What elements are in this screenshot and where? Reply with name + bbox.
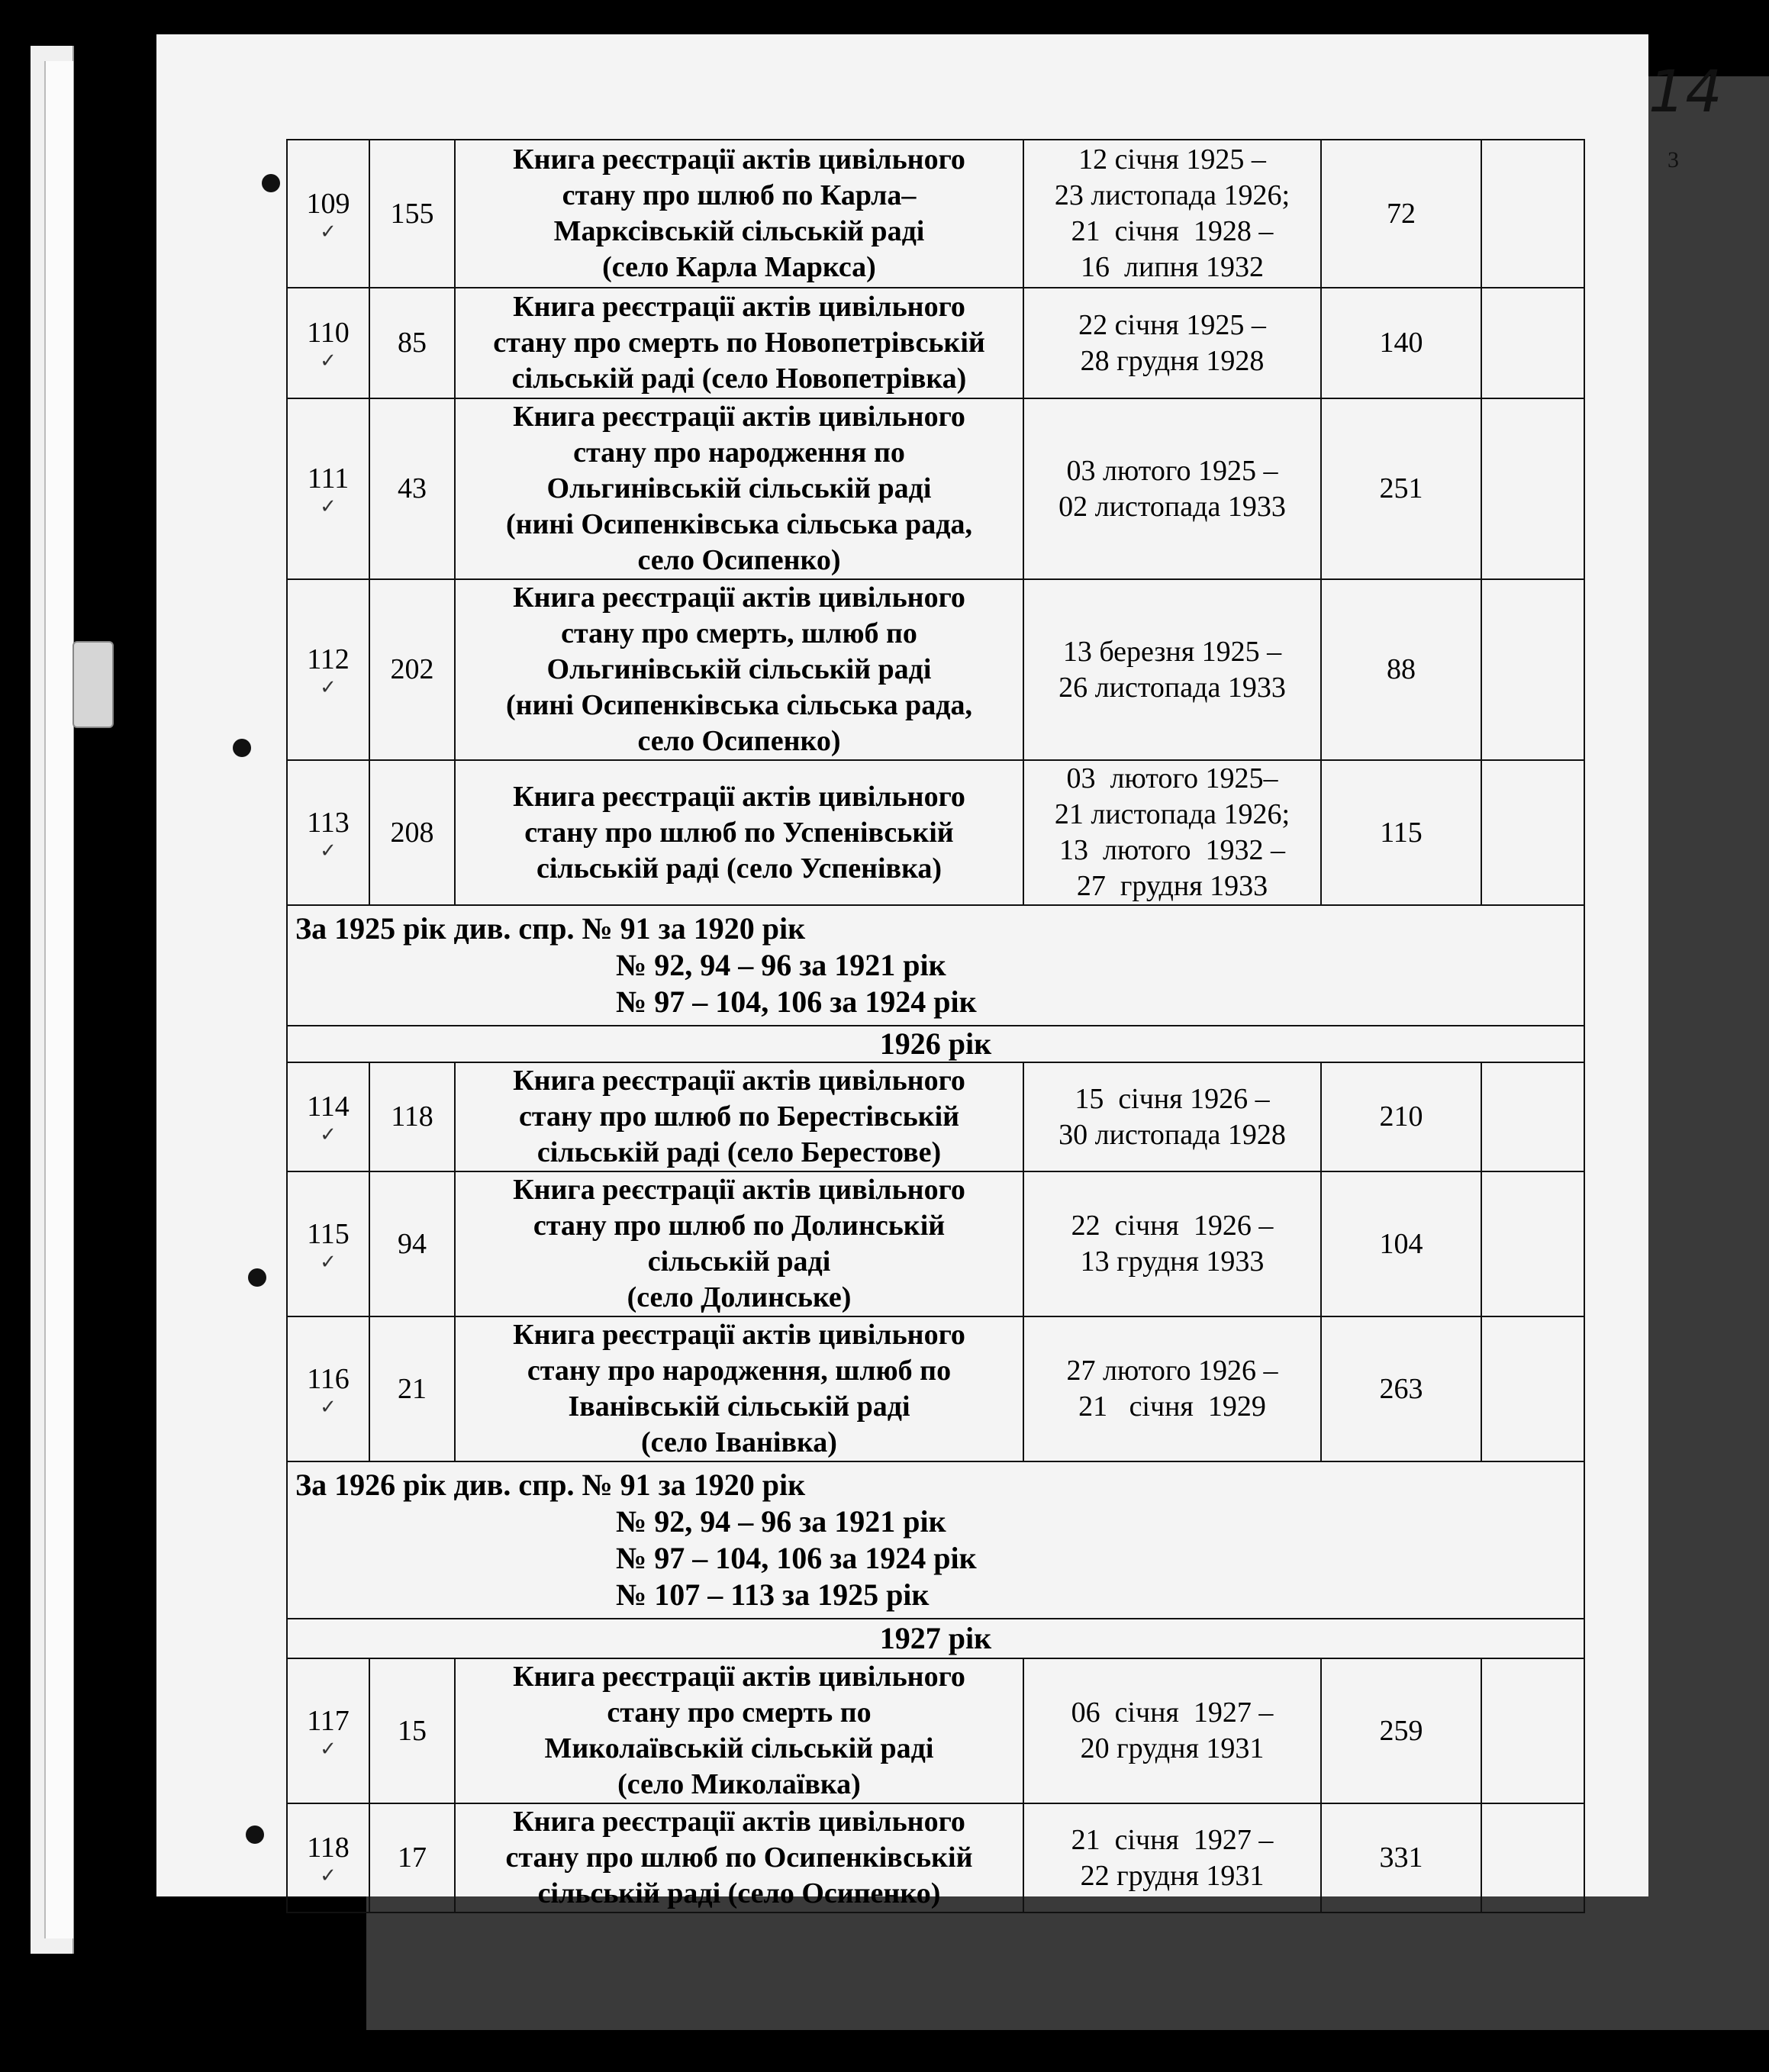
description-line: стану про смерть по Новопетрівській [493, 327, 985, 359]
description-cell [455, 1316, 1023, 1461]
item-number: 114 [307, 1091, 350, 1123]
description-line: Марксівській сільській раді [553, 215, 925, 247]
inventory-table [286, 139, 1585, 1913]
dates-cell [1023, 1171, 1321, 1316]
description-line: стану про смерть, шлюб по [561, 617, 917, 649]
old-number-cell: 21 [369, 1316, 455, 1461]
item-number-cell [287, 398, 369, 579]
item-number-cell [287, 1803, 369, 1912]
description-line: Книга реєстрації актів цивільного [513, 1319, 965, 1351]
date-line: 13 лютого 1932 – [1058, 834, 1286, 866]
check-mark-icon: ✓ [320, 220, 337, 243]
reference-note-line: № 92, 94 – 96 за 1921 рік [616, 948, 946, 982]
remarks-cell [1481, 579, 1584, 760]
check-mark-icon: ✓ [320, 676, 337, 699]
date-line: 16 липня 1932 [1081, 251, 1264, 283]
item-number-cell [287, 760, 369, 905]
date-line: 21 листопада 1926; [1054, 798, 1290, 830]
date-line: 15 січня 1926 – [1075, 1082, 1270, 1115]
old-number-cell: 208 [369, 760, 455, 905]
description-line: стану про шлюб по Берестівській [518, 1100, 960, 1133]
date-line: 21 січня 1927 – [1071, 1823, 1274, 1856]
check-mark-icon: ✓ [320, 1250, 337, 1274]
description-line: (село Іванівка) [641, 1426, 837, 1458]
item-number: 112 [307, 643, 350, 675]
date-line: 28 грудня 1928 [1080, 344, 1265, 377]
table-row [287, 140, 1584, 288]
date-line: 26 листопада 1933 [1058, 671, 1286, 704]
description-line: сільській раді [647, 1245, 831, 1278]
date-line: 22 січня 1925 – [1078, 308, 1266, 341]
date-line: 21 січня 1928 – [1071, 215, 1274, 247]
old-number-cell: 85 [369, 288, 455, 398]
check-mark-icon: ✓ [320, 350, 337, 372]
year-header: 1927 рік [287, 1619, 1584, 1658]
date-line: 03 лютого 1925– [1066, 762, 1278, 794]
sheet-count-cell: 115 [1321, 760, 1481, 905]
sheet-count-cell: 263 [1321, 1316, 1481, 1461]
reference-note-row [287, 1461, 1584, 1619]
table-row [287, 288, 1584, 398]
sheet-count-cell: 210 [1321, 1062, 1481, 1171]
remarks-cell [1481, 288, 1584, 398]
item-number: 118 [307, 1832, 350, 1864]
item-number-cell [287, 1316, 369, 1461]
description-line: (нині Осипенківська сільська рада, [505, 508, 973, 540]
date-line: 21 січня 1929 [1078, 1390, 1266, 1423]
date-line: 22 грудня 1931 [1080, 1859, 1265, 1892]
description-line: стану про шлюб по Карла– [562, 179, 917, 211]
description-line: (село Миколаївка) [617, 1768, 861, 1800]
description-line: сільській раді (село Новопетрівка) [511, 363, 967, 395]
punch-hole [233, 739, 251, 757]
check-mark-icon: ✓ [320, 1737, 337, 1761]
item-number: 117 [307, 1704, 350, 1737]
dates-cell [1023, 1062, 1321, 1171]
description-line: Книга реєстрації актів цивільного [513, 291, 965, 323]
description-line: село Осипенко) [637, 725, 841, 757]
description-line: стану про народження, шлюб по [527, 1355, 952, 1387]
reference-note [287, 1461, 1584, 1619]
underlying-sheet-edge-inner [44, 61, 73, 1938]
sheet-count-cell: 72 [1321, 140, 1481, 288]
description-cell [455, 760, 1023, 905]
table-row [287, 1062, 1584, 1171]
remarks-cell [1481, 1062, 1584, 1171]
item-number: 111 [307, 462, 350, 495]
dates-cell [1023, 1803, 1321, 1912]
description-cell [455, 288, 1023, 398]
sheet-count-cell: 331 [1321, 1803, 1481, 1912]
item-number: 115 [307, 1217, 350, 1250]
item-number-cell [287, 1062, 369, 1171]
description-line: Книга реєстрації актів цивільного [513, 143, 965, 176]
sheet-count-cell: 251 [1321, 398, 1481, 579]
date-line: 12 січня 1925 – [1078, 143, 1266, 176]
description-line: Книга реєстрації актів цивільного [513, 401, 965, 433]
date-line: 20 грудня 1931 [1080, 1732, 1265, 1764]
dates-cell [1023, 288, 1321, 398]
check-mark-icon: ✓ [320, 1123, 337, 1146]
description-line: сільській раді (село Успенівка) [536, 852, 942, 885]
date-line: 13 грудня 1933 [1080, 1245, 1265, 1278]
punch-hole [246, 1825, 264, 1844]
item-number: 110 [307, 317, 350, 349]
item-number: 113 [307, 806, 350, 839]
description-line: (нині Осипенківська сільська рада, [505, 689, 973, 721]
remarks-cell [1481, 1316, 1584, 1461]
sheet-count-cell: 88 [1321, 579, 1481, 760]
old-number-cell: 17 [369, 1803, 455, 1912]
reference-note-line: № 107 – 113 за 1925 рік [616, 1577, 930, 1612]
description-cell [455, 579, 1023, 760]
page-number: 3 [1668, 147, 1679, 172]
punch-hole [248, 1268, 266, 1287]
dates-cell [1023, 140, 1321, 288]
remarks-cell [1481, 1171, 1584, 1316]
reference-note [287, 905, 1584, 1026]
description-line: Книга реєстрації актів цивільного [513, 1661, 965, 1693]
description-cell [455, 1658, 1023, 1803]
check-mark-icon: ✓ [320, 839, 337, 862]
date-line: 27 лютого 1926 – [1066, 1355, 1278, 1387]
old-number-cell: 118 [369, 1062, 455, 1171]
description-line: стану про шлюб по Успенівській [524, 816, 954, 849]
date-line: 13 березня 1925 – [1062, 635, 1282, 668]
date-line: 30 листопада 1928 [1058, 1118, 1286, 1151]
description-line: сільській раді (село Берестове) [536, 1136, 942, 1168]
date-line: 27 грудня 1933 [1076, 870, 1268, 902]
folio-number: 14 [1648, 57, 1722, 125]
description-line: Миколаївській сільській раді [544, 1732, 934, 1764]
reference-note-line: № 97 – 104, 106 за 1924 рік [616, 1541, 977, 1575]
remarks-cell [1481, 760, 1584, 905]
description-cell [455, 140, 1023, 288]
check-mark-icon: ✓ [320, 495, 337, 518]
torn-paper-fragment [72, 641, 114, 728]
date-line: 02 листопада 1933 [1058, 490, 1286, 523]
description-line: (село Долинське) [627, 1281, 852, 1313]
description-line: стану про народження по [573, 437, 905, 469]
old-number-cell: 202 [369, 579, 455, 760]
reference-note-line: За 1926 рік див. спр. № 91 за 1920 рік [295, 1468, 806, 1502]
sheet-count-cell: 259 [1321, 1658, 1481, 1803]
description-line: стану про шлюб по Долинській [533, 1210, 946, 1242]
description-line: стану про шлюб по Осипенківській [505, 1842, 973, 1874]
dates-cell [1023, 579, 1321, 760]
table-row [287, 1803, 1584, 1912]
dates-cell [1023, 1658, 1321, 1803]
year-header: 1926 рік [287, 1026, 1584, 1062]
old-number-cell: 15 [369, 1658, 455, 1803]
description-cell [455, 1803, 1023, 1912]
table-row [287, 1658, 1584, 1803]
description-line: Ольгинівській сільській раді [546, 472, 932, 504]
table-row [287, 1171, 1584, 1316]
dates-cell [1023, 398, 1321, 579]
item-number-cell [287, 140, 369, 288]
table-row [287, 1316, 1584, 1461]
reference-note-row [287, 905, 1584, 1026]
remarks-cell [1481, 398, 1584, 579]
old-number-cell: 43 [369, 398, 455, 579]
date-line: 23 листопада 1926; [1054, 179, 1290, 211]
description-line: Ольгинівській сільській раді [546, 653, 932, 685]
description-line: Книга реєстрації актів цивільного [513, 1065, 965, 1097]
date-line: 06 січня 1927 – [1071, 1697, 1274, 1729]
item-number-cell [287, 1171, 369, 1316]
description-line: (село Карла Маркса) [602, 251, 876, 283]
description-line: Книга реєстрації актів цивільного [513, 582, 965, 614]
dates-cell [1023, 760, 1321, 905]
table-row [287, 398, 1584, 579]
description-cell [455, 398, 1023, 579]
item-number-cell [287, 579, 369, 760]
item-number-cell [287, 1658, 369, 1803]
sheet-count-cell: 140 [1321, 288, 1481, 398]
check-mark-icon: ✓ [320, 1864, 337, 1887]
description-line: сільській раді (село Осипенко) [537, 1877, 941, 1909]
old-number-cell: 155 [369, 140, 455, 288]
year-header-row [287, 1026, 1584, 1062]
description-cell [455, 1171, 1023, 1316]
description-line: село Осипенко) [637, 544, 841, 576]
date-line: 22 січня 1926 – [1071, 1210, 1274, 1242]
reference-note-line: № 92, 94 – 96 за 1921 рік [616, 1504, 946, 1539]
old-number-cell: 94 [369, 1171, 455, 1316]
description-line: Книга реєстрації актів цивільного [513, 780, 965, 813]
item-number-cell [287, 288, 369, 398]
dates-cell [1023, 1316, 1321, 1461]
item-number: 109 [306, 187, 350, 220]
description-line: стану про смерть по [607, 1697, 872, 1729]
reference-note-line: № 97 – 104, 106 за 1924 рік [616, 984, 977, 1019]
date-line: 03 лютого 1925 – [1066, 454, 1278, 487]
table-row [287, 579, 1584, 760]
check-mark-icon: ✓ [320, 1395, 337, 1419]
description-line: Книга реєстрації актів цивільного [513, 1806, 965, 1838]
item-number: 116 [307, 1362, 350, 1395]
description-cell [455, 1062, 1023, 1171]
description-line: Книга реєстрації актів цивільного [513, 1174, 965, 1206]
punch-hole [262, 174, 280, 192]
reference-note-line: За 1925 рік див. спр. № 91 за 1920 рік [295, 911, 806, 946]
description-line: Іванівській сільській раді [568, 1390, 910, 1423]
sheet-count-cell: 104 [1321, 1171, 1481, 1316]
year-header-row [287, 1619, 1584, 1658]
remarks-cell [1481, 1658, 1584, 1803]
remarks-cell [1481, 140, 1584, 288]
table-row [287, 760, 1584, 905]
remarks-cell [1481, 1803, 1584, 1912]
